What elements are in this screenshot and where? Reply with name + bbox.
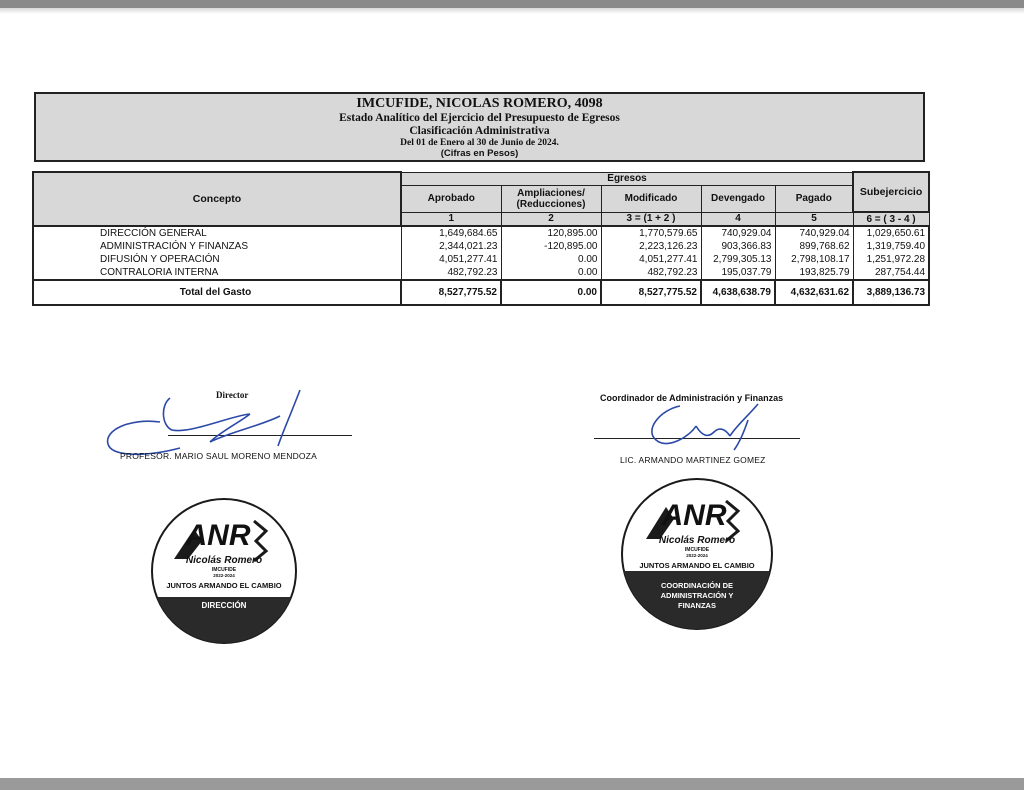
- row-devengado: 195,037.79: [701, 266, 775, 280]
- total-modificado: 8,527,775.52: [601, 280, 701, 305]
- row-ampliaciones: 120,895.00: [501, 226, 601, 240]
- concept-header: Concepto: [33, 172, 401, 226]
- coordinator-name: LIC. ARMANDO MARTINEZ GOMEZ: [620, 455, 766, 465]
- director-name: PROFESOR. MARIO SAUL MORENO MENDOZA: [120, 451, 318, 461]
- seal-org: Nicolás Romero: [185, 555, 263, 566]
- seal-sub: IMCUFIDE: [211, 567, 237, 573]
- seal-logo: ANR: [661, 499, 727, 532]
- row-aprobado: 1,649,684.65: [401, 226, 501, 240]
- seal-years: 2022-2024: [686, 553, 708, 558]
- row-concept: CONTRALORIA INTERNA: [33, 266, 401, 280]
- director-role: Director: [216, 390, 249, 400]
- row-concept: ADMINISTRACIÓN Y FINANZAS: [33, 240, 401, 253]
- row-pagado: 740,929.04: [775, 226, 853, 240]
- seal-org: Nicolás Romero: [658, 535, 736, 546]
- table-row: [33, 226, 929, 240]
- seal-sub: IMCUFIDE: [684, 547, 710, 553]
- row-ampliaciones: -120,895.00: [501, 240, 601, 253]
- total-devengado: 4,638,638.79: [701, 280, 775, 305]
- row-modificado: 1,770,579.65: [601, 226, 701, 240]
- total-aprobado: 8,527,775.52: [401, 280, 501, 305]
- col-num-ampliaciones: 2: [501, 212, 601, 226]
- col-header-devengado: Devengado: [701, 185, 775, 212]
- table-row: [33, 266, 929, 280]
- row-subejercicio: 1,029,650.61: [853, 226, 929, 240]
- col-num-aprobado: 1: [401, 212, 501, 226]
- seal-motto: JUNTOS ARMANDO EL CAMBIO: [166, 581, 282, 590]
- row-modificado: 2,223,126.23: [601, 240, 701, 253]
- row-ampliaciones: 0.00: [501, 266, 601, 280]
- total-row: [33, 280, 929, 305]
- row-aprobado: 2,344,021.23: [401, 240, 501, 253]
- row-pagado: 899,768.62: [775, 240, 853, 253]
- row-aprobado: 4,051,277.41: [401, 253, 501, 266]
- entity-title: IMCUFIDE, NICOLAS ROMERO, 4098: [356, 96, 603, 111]
- row-devengado: 2,799,305.13: [701, 253, 775, 266]
- period-text: Del 01 de Enero al 30 de Junio de 2024.: [400, 138, 559, 148]
- row-devengado: 903,366.83: [701, 240, 775, 253]
- row-modificado: 4,051,277.41: [601, 253, 701, 266]
- col-num-pagado: 5: [775, 212, 853, 226]
- col-num-subejercicio: 6 = ( 3 - 4 ): [853, 212, 929, 226]
- seal-logo: ANR: [185, 519, 251, 552]
- direccion-seal: [150, 497, 298, 645]
- row-subejercicio: 1,251,972.28: [853, 253, 929, 266]
- scan-edge-top: [0, 0, 1024, 8]
- table-row: [33, 253, 929, 266]
- egresos-header: Egresos: [401, 172, 853, 185]
- row-pagado: 2,798,108.17: [775, 253, 853, 266]
- row-devengado: 740,929.04: [701, 226, 775, 240]
- row-concept: DIRECCIÓN GENERAL: [33, 226, 401, 240]
- total-pagado: 4,632,631.62: [775, 280, 853, 305]
- subejercicio-header: Subejercicio: [853, 172, 929, 212]
- row-ampliaciones: 0.00: [501, 253, 601, 266]
- scan-edge-bottom: [0, 778, 1024, 790]
- row-pagado: 193,825.79: [775, 266, 853, 280]
- row-concept: DIFUSIÓN Y OPERACIÓN: [33, 253, 401, 266]
- table-row: [33, 240, 929, 253]
- row-modificado: 482,792.23: [601, 266, 701, 280]
- report-header: [34, 92, 925, 162]
- col-header-modificado: Modificado: [601, 185, 701, 212]
- total-label: Total del Gasto: [33, 280, 401, 305]
- classification-title: Clasificación Administrativa: [409, 125, 550, 137]
- row-subejercicio: 1,319,759.40: [853, 240, 929, 253]
- col-header-aprobado: Aprobado: [401, 185, 501, 212]
- coordinacion-seal: [620, 477, 774, 631]
- units-text: (Cifras en Pesos): [440, 148, 519, 159]
- row-aprobado: 482,792.23: [401, 266, 501, 280]
- seal-area: DIRECCIÓN: [201, 601, 247, 610]
- scan-shade: [0, 8, 1024, 14]
- coordinator-signature: [630, 396, 780, 456]
- total-ampliaciones: 0.00: [501, 280, 601, 305]
- row-subejercicio: 287,754.44: [853, 266, 929, 280]
- budget-table: [32, 171, 930, 306]
- col-header-pagado: Pagado: [775, 185, 853, 212]
- report-title: Estado Analítico del Ejercicio del Presupuesto de Egresos: [339, 112, 620, 124]
- col-header-ampliaciones: Ampliaciones/ (Reducciones): [501, 185, 601, 212]
- total-subejercicio: 3,889,136.73: [853, 280, 929, 305]
- seal-area: COORDINACIÓN DE ADMINISTRACIÓN Y FINANZAS: [660, 581, 734, 610]
- seal-motto: JUNTOS ARMANDO EL CAMBIO: [639, 561, 755, 570]
- coordinator-role: Coordinador de Administración y Finanzas: [600, 393, 784, 403]
- col-num-devengado: 4: [701, 212, 775, 226]
- seal-years: 2022-2024: [213, 573, 235, 578]
- col-num-modificado: 3 = (1 + 2 ): [601, 212, 701, 226]
